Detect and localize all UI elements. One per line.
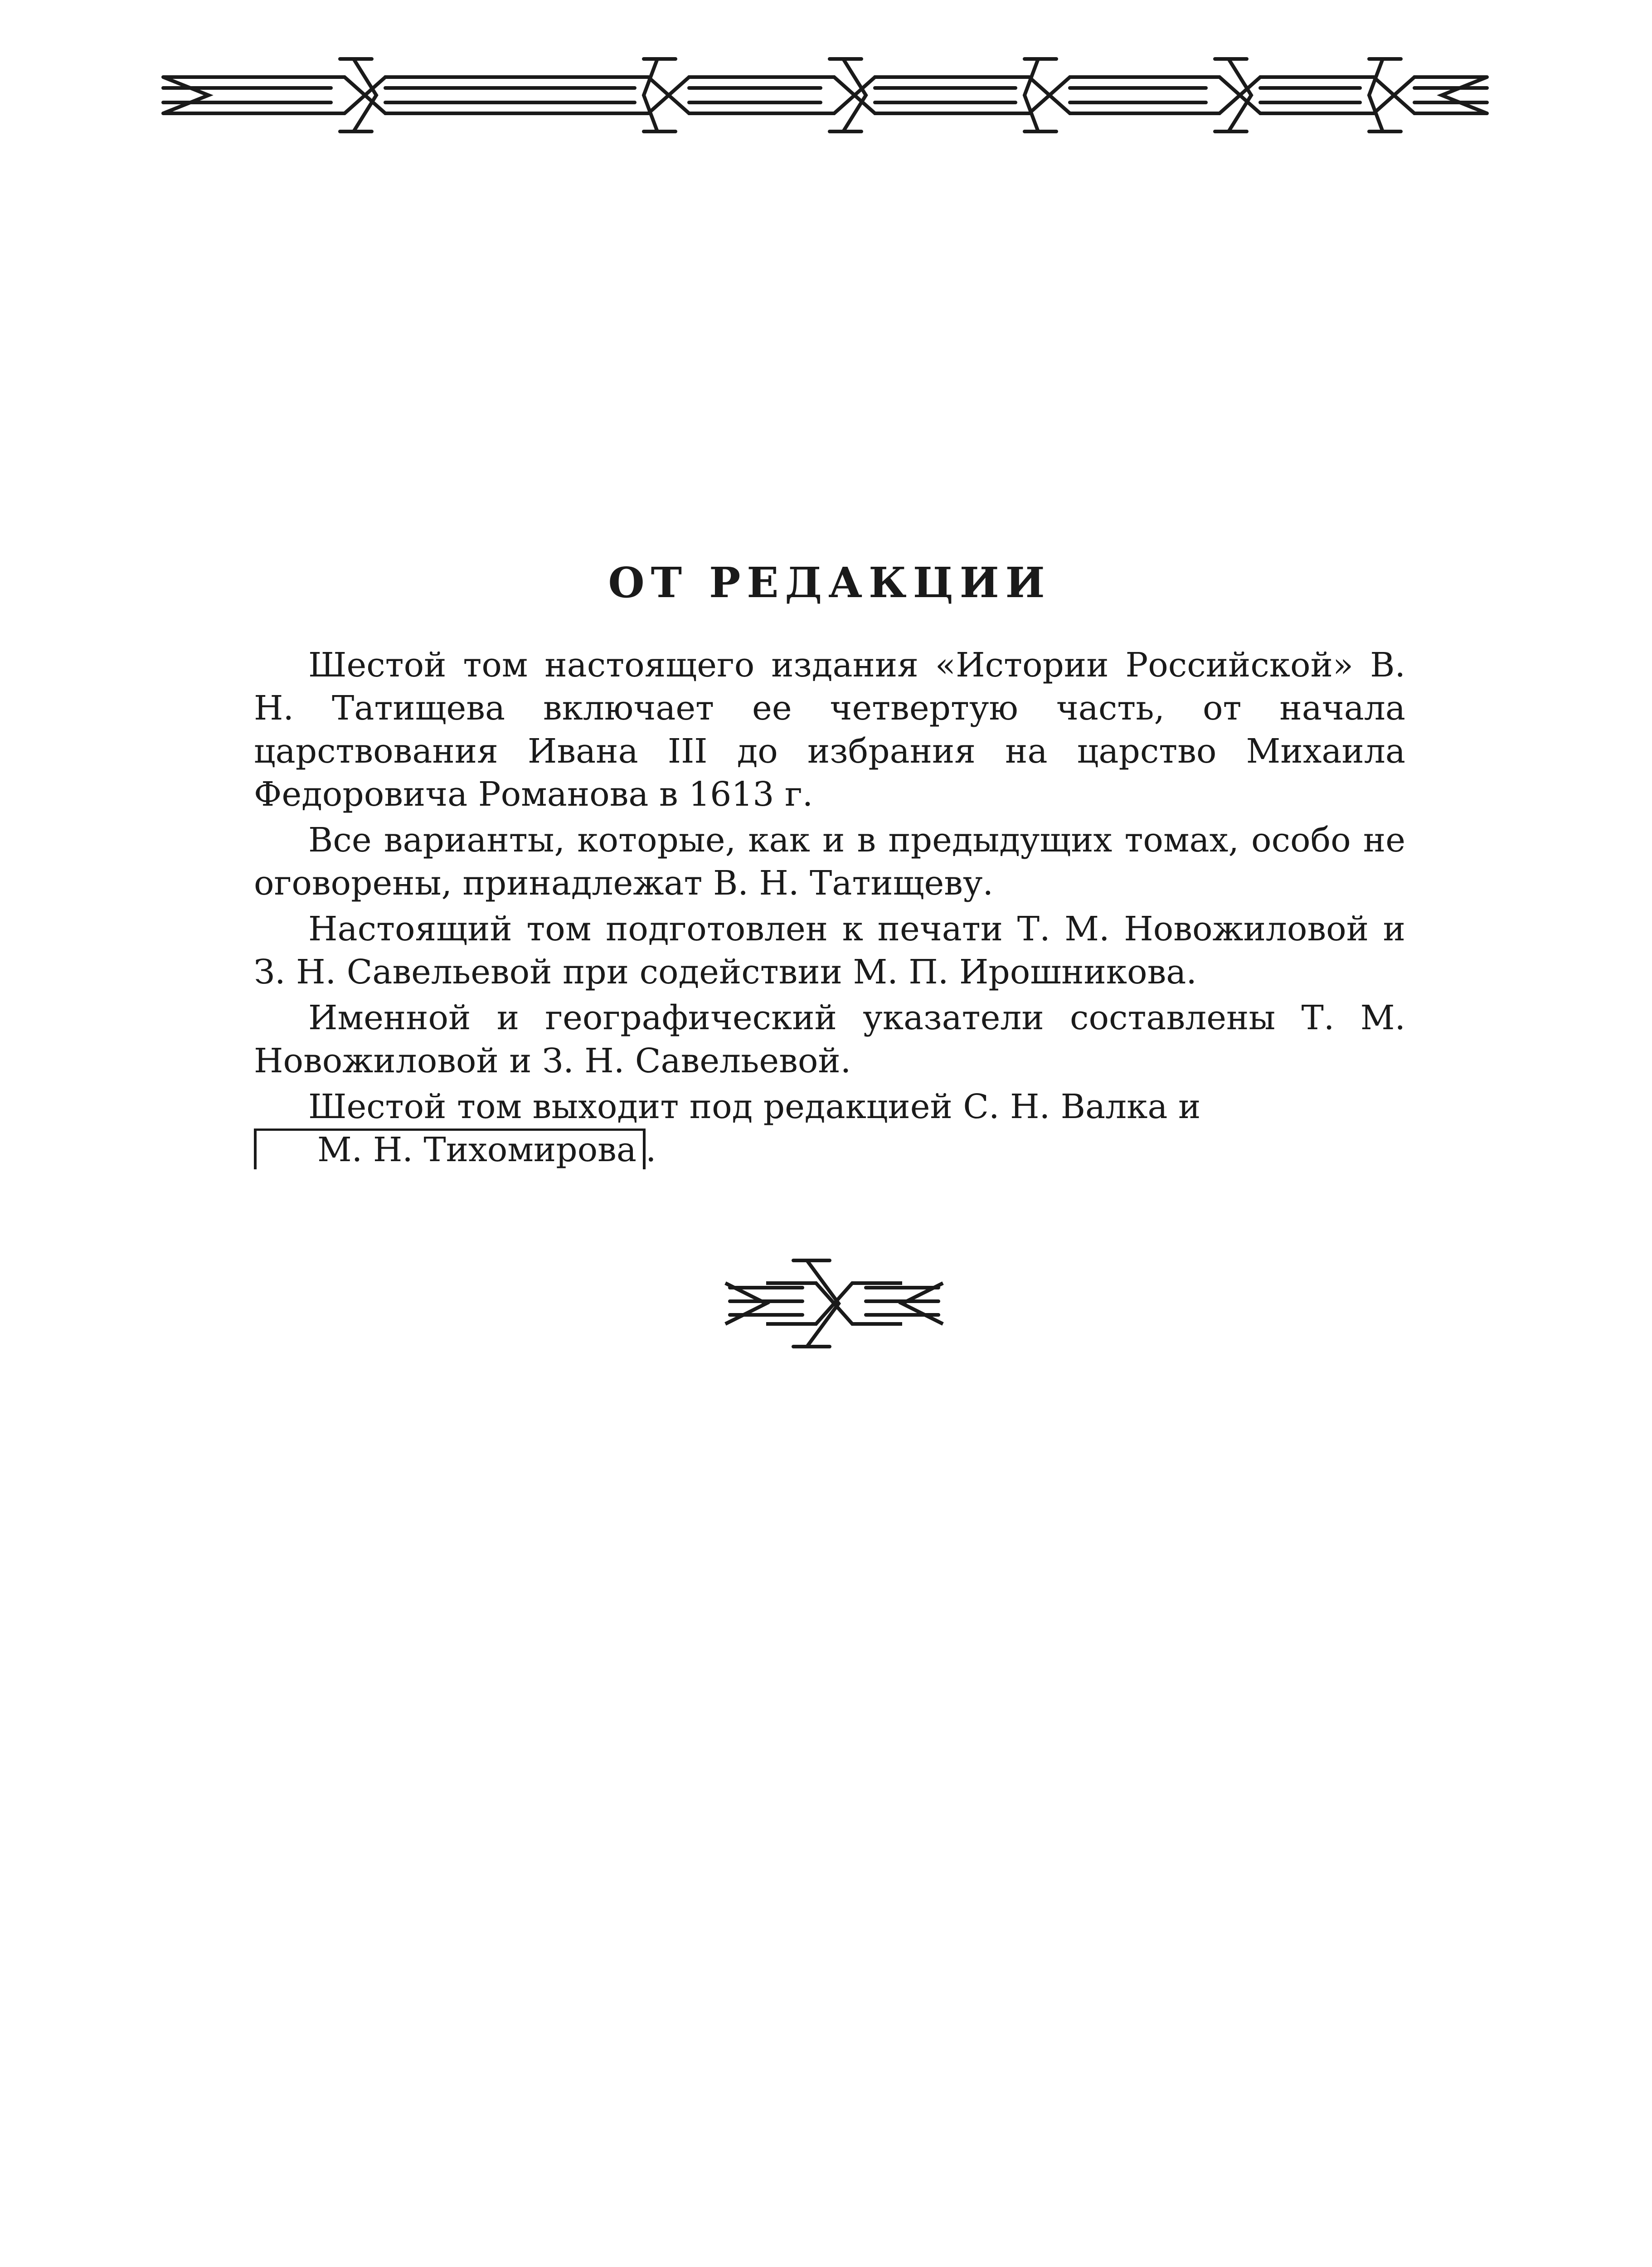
end-punct: . <box>645 1130 656 1170</box>
paragraph-2: Все варианты, которые, как и в предыдущих томах, особо не оговорены, принадлежат В. Н. Татищеву. <box>254 821 1405 903</box>
paragraph-4: Именной и географический указатели составлены Т. М. Новожиловой и З. Н. Савельевой. <box>254 998 1405 1081</box>
page-title: ОТ РЕДАКЦИИ <box>608 558 1051 607</box>
paragraph-5-text: Шестой том выходит под редакцией С. Н. Валка и <box>308 1087 1201 1127</box>
paragraph-5 <box>254 1085 1405 1172</box>
paragraph-3: Настоящий том подготовлен к печати Т. М. Новожиловой и З. Н. Савельевой при содействии М. П. Ирошникова. <box>254 910 1405 992</box>
article <box>254 558 1405 1174</box>
bottom-ornament-icon <box>716 1256 952 1351</box>
framed-name: М. Н. Тихомирова <box>254 1129 646 1169</box>
paragraph-1: Шестой том настоящего издания «Истории Российской» В. Н. Татищева включает ее четвертую часть, от начала царствования Ивана III до избрания на царство Михаила Федоровича Романова в 1613 г. <box>254 646 1405 814</box>
top-ornament-icon <box>154 50 1496 141</box>
